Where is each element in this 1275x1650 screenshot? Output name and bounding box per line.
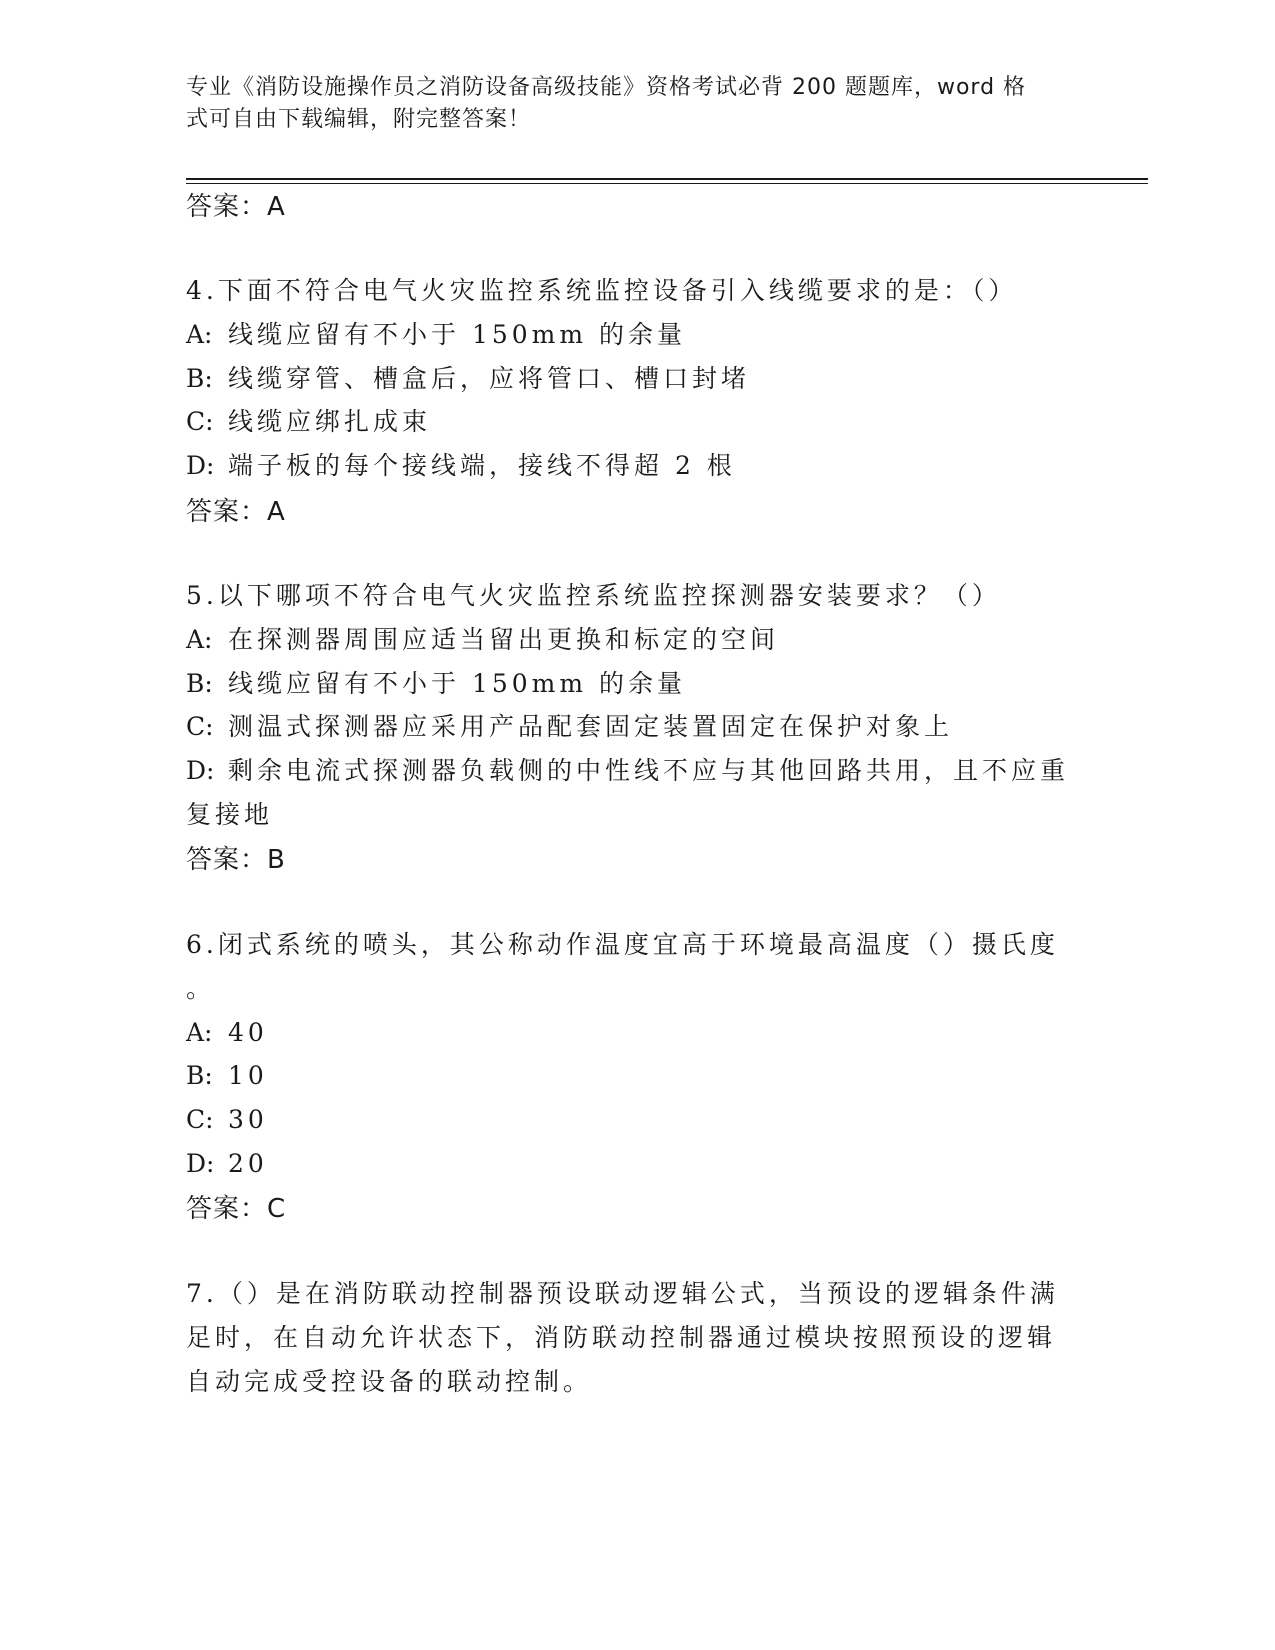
option-d: D: 20: [186, 1149, 268, 1178]
header-line-2: 式可自由下载编辑，附完整答案！: [186, 107, 532, 132]
option-d: D: 剩余电流式探测器负载侧的中性线不应与其他回路共用，且不应重: [186, 756, 1070, 785]
option-b: B: 线缆穿管、槽盒后，应将管口、槽口封堵: [186, 364, 751, 393]
option-c: C: 线缆应绑扎成束: [186, 407, 432, 436]
option-b: B: 线缆应留有不小于 150mm 的余量: [186, 669, 687, 698]
answer-line: 答案：A: [186, 192, 286, 222]
answer-line: 答案：C: [186, 1194, 287, 1224]
question-7: 7.（）是在消防联动控制器预设联动逻辑公式，当预设的逻辑条件满: [186, 1279, 1059, 1308]
option-c: C: 30: [186, 1105, 268, 1134]
option-b: B: 10: [186, 1061, 268, 1090]
option-d: D: 端子板的每个接线端，接线不得超 2 根: [186, 451, 736, 480]
option-a: A: 线缆应留有不小于 150mm 的余量: [186, 320, 687, 349]
option-a: A: 40: [186, 1018, 268, 1047]
option-c: C: 测温式探测器应采用产品配套固定装置固定在保护对象上: [186, 712, 954, 741]
question-6: 6.闭式系统的喷头，其公称动作温度宜高于环境最高温度（）摄氏度: [186, 930, 1059, 959]
question-7-continued: 足时，在自动允许状态下，消防联动控制器通过模块按照预设的逻辑: [186, 1323, 1057, 1352]
question-4: 4.下面不符合电气火灾监控系统监控设备引入线缆要求的是：（）: [186, 276, 1018, 305]
option-a: A: 在探测器周围应适当留出更换和标定的空间: [186, 625, 780, 654]
option-d-continued: 复接地: [186, 800, 274, 829]
question-6-continued: 。: [186, 974, 216, 1003]
header-line-1: 专业《消防设施操作员之消防设备高级技能》资格考试必背 200 题题库，word 格: [186, 75, 1027, 100]
question-7-continued-2: 自动完成受控设备的联动控制。: [186, 1367, 593, 1396]
header-rule-thick: [186, 178, 1148, 180]
document-header: [186, 72, 1066, 136]
answer-line: 答案：A: [186, 497, 286, 527]
answer-line: 答案：B: [186, 845, 286, 875]
header-rule-thin: [186, 183, 1148, 184]
question-5: 5.以下哪项不符合电气火灾监控系统监控探测器安装要求？（）: [186, 581, 1001, 610]
